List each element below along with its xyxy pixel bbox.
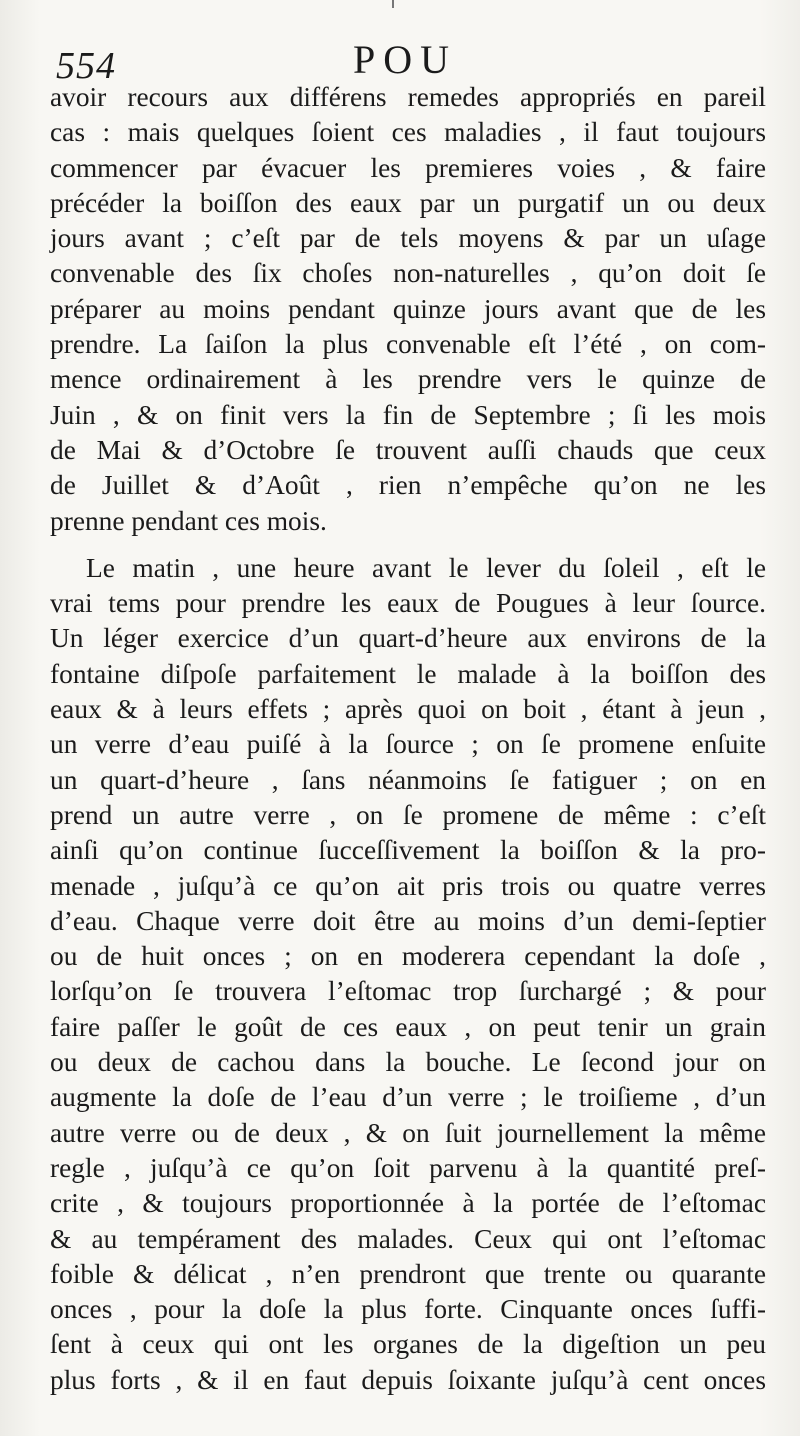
text-line: ou deux de cachou dans la bouche. Le ſecond jour on bbox=[50, 1047, 766, 1078]
text-line: Juin , & on finit vers la fin de Septembre ; ſi les mois bbox=[50, 399, 766, 430]
text-line: d’eau. Chaque verre doit être au moins d’un demi-ſeptier bbox=[50, 905, 766, 936]
text-line: ſent à ceux qui ont les organes de la digeſtion un peu bbox=[50, 1329, 766, 1360]
text-line: un quart-d’heure , ſans néanmoins ſe fatiguer ; on en bbox=[50, 764, 766, 795]
text-line: eaux & à leurs effets ; après quoi on boit , étant à jeun , bbox=[50, 694, 766, 725]
text-line: autre verre ou de deux , & on ſuit journellement la même bbox=[50, 1117, 766, 1148]
paragraph-2 bbox=[50, 551, 766, 1398]
page-header bbox=[48, 30, 766, 86]
text-line: faire paſſer le goût de ces eaux , on peut tenir un grain bbox=[50, 1011, 766, 1042]
text-line: cas : mais quelques ſoient ces maladies , il faut toujours bbox=[50, 117, 766, 148]
text-line: Le matin , une heure avant le lever du ſoleil , eſt le bbox=[86, 552, 766, 583]
text-line: & au tempérament des malades. Ceux qui ont l’eſtomac bbox=[50, 1223, 766, 1254]
text-line: ainſi qu’on continue ſucceſſivement la boiſſon & la pro- bbox=[50, 835, 766, 866]
text-line: prend un autre verre , on ſe promene de même : c’eſt bbox=[50, 799, 766, 830]
text-line: Un léger exercice d’un quart-d’heure aux environs de la bbox=[50, 623, 766, 654]
text-line: avoir recours aux différens remedes appropriés en pareil bbox=[50, 82, 766, 112]
text-line: convenable des ſix choſes non-naturelles , qu’on doit ſe bbox=[50, 258, 766, 289]
text-line: commencer par évacuer les premieres voies , & faire bbox=[50, 152, 766, 183]
text-line: jours avant ; c’eſt par de tels moyens & par un uſage bbox=[50, 223, 766, 254]
text-line: fontaine diſpoſe parfaitement le malade à la boiſſon des bbox=[50, 658, 766, 689]
text-line: mence ordinairement à les prendre vers le quinze de bbox=[50, 364, 766, 395]
running-head: POU bbox=[353, 37, 458, 82]
text-line: prenne pendant ces mois. bbox=[50, 505, 327, 536]
text-line: ou de huit onces ; on en moderera cependant la doſe , bbox=[50, 941, 766, 972]
text-line: augmente la doſe de l’eau d’un verre ; le troiſieme , d’un bbox=[50, 1082, 766, 1113]
text-line: de Mai & d’Octobre ſe trouvent auſſi chauds que ceux bbox=[50, 434, 766, 465]
text-line: de Juillet & d’Août , rien n’empêche qu’on ne les bbox=[50, 470, 766, 501]
text-line: vrai tems pour prendre les eaux de Pougues à leur ſource. bbox=[50, 588, 766, 619]
paragraph-1 bbox=[50, 80, 766, 539]
text-line: foible & délicat , n’en prendront que trente ou quarante bbox=[50, 1258, 766, 1289]
body-text bbox=[50, 80, 766, 1398]
text-line: regle , juſqu’à ce qu’on ſoit parvenu à la quantité preſ- bbox=[50, 1152, 766, 1183]
text-line: préparer au moins pendant quinze jours avant que de les bbox=[50, 293, 766, 324]
text-line: lorſqu’on ſe trouvera l’eſtomac trop ſurchargé ; & pour bbox=[50, 976, 766, 1007]
text-line: menade , juſqu’à ce qu’on ait pris trois ou quatre verres bbox=[50, 870, 766, 901]
text-line: précéder la boiſſon des eaux par un purgatif un ou deux bbox=[50, 187, 766, 218]
text-line: un verre d’eau puiſé à la ſource ; on ſe promene enſuite bbox=[50, 729, 766, 760]
text-line: plus forts , & il en faut depuis ſoixante juſqu’à cent onces bbox=[50, 1364, 766, 1395]
text-line: onces , pour la doſe la plus forte. Cinquante onces ſuffi- bbox=[50, 1294, 766, 1325]
text-line: crite , & toujours proportionnée à la portée de l’eſtomac bbox=[50, 1188, 766, 1219]
page-number: 554 bbox=[56, 45, 116, 87]
text-line: prendre. La ſaiſon la plus convenable eſt l’été , on com- bbox=[50, 329, 766, 360]
paragraph-gap bbox=[50, 539, 766, 551]
printer-mark bbox=[392, 0, 394, 8]
